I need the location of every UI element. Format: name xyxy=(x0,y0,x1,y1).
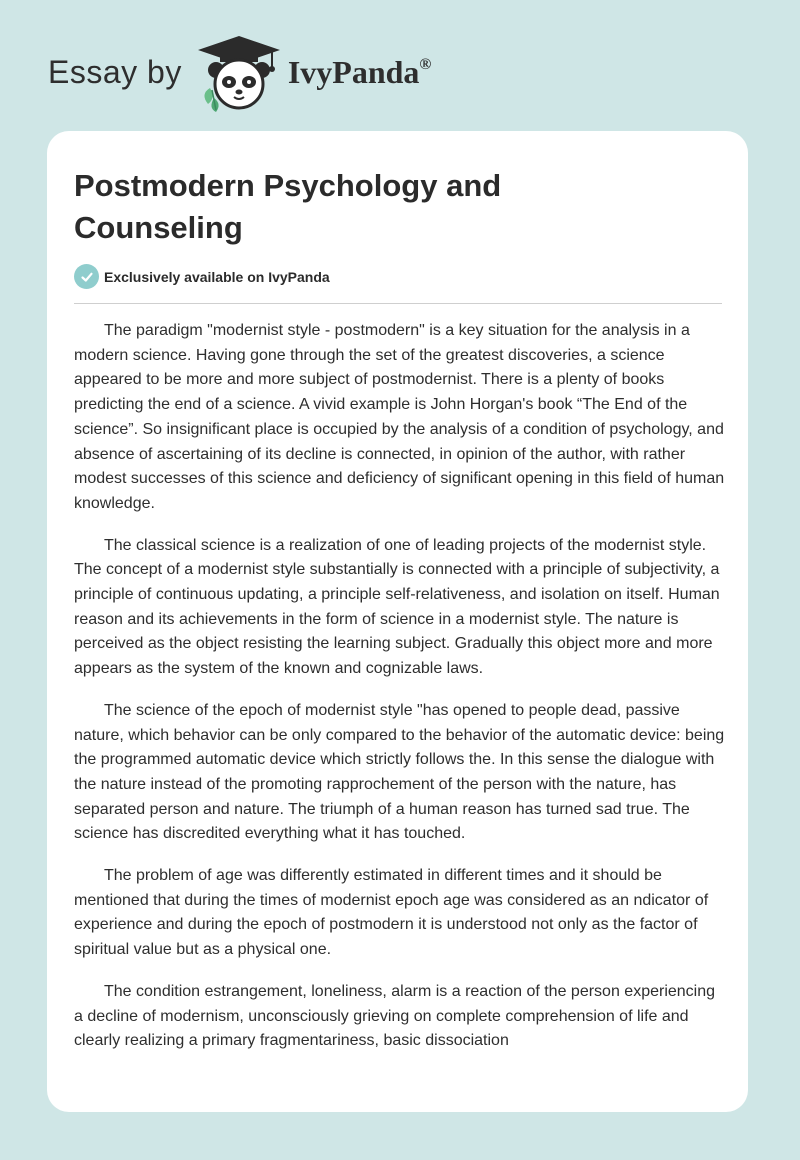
registered-mark: ® xyxy=(419,55,432,73)
paragraph: The science of the epoch of modernist style "has opened to people dead, passive nature, which behavior can be only compared to the behavior of the automatic device: being the programmed automatic device which strictly follows the. In this sense the dialogue with the nature instead of the promoting rapprochement of the person with the nature, has separated person and nature. The triumph of a human reason has turned sad true. The science has discredited everything what it has touched. xyxy=(74,701,725,843)
panda-logo-icon[interactable] xyxy=(196,32,282,112)
paragraph: The classical science is a realization of one of leading projects of the modernist style. The concept of a modernist style substantially is connected with a principle of subjectivity, a principle of continuous updating, a principle self-relativeness, and isolation on itself. Human reason and its achievements in the form of science in a modernist style. The nature is perceived as the object resisting the learning subject. Gradually this object more and more appears as the system of the known and cognizable laws. xyxy=(74,536,720,678)
check-icon xyxy=(74,264,99,289)
essay-by-label: Essay by xyxy=(48,53,182,90)
exclusive-badge xyxy=(74,264,330,289)
paragraph: The paradigm "modernist style - postmodern" is a key situation for the analysis in a modern science. Having gone through the set of the greatest discoveries, a science appeared to be more and more subject of postmodernist. There is a plenty of books predicting the end of a science. A vivid example is John Horgan's book “The End of the science”. So insignificant place is occupied by the analysis of a condition of psychology, and absence of ascertaining of its decline is connected, in opinion of the author, with rather modest successes of this science and deficiency of significant opening in this field of human knowledge. xyxy=(74,322,725,512)
badge-label: Exclusively available on IvyPanda xyxy=(104,268,330,285)
paragraph: The condition estrangement, loneliness, alarm is a reaction of the person experiencing a decline of modernism, unconsciously grieving on complete comprehension of life and clearly realizing a primary fragmentariness, basic dissociation xyxy=(74,982,716,1050)
essay-body xyxy=(74,319,726,1071)
brand-name[interactable]: IvyPanda® xyxy=(287,53,432,90)
divider xyxy=(74,303,722,304)
page-title: Postmodern Psychology and Counseling xyxy=(74,168,502,245)
site-header xyxy=(48,32,431,112)
essay-card xyxy=(47,131,748,1112)
paragraph: The problem of age was differently estimated in different times and it should be mentioned that during the times of modernist epoch age was considered as an ndicator of experience and during the epoch of postmodern it is understood not only as the factor of spiritual value but as a physical one. xyxy=(74,867,709,959)
